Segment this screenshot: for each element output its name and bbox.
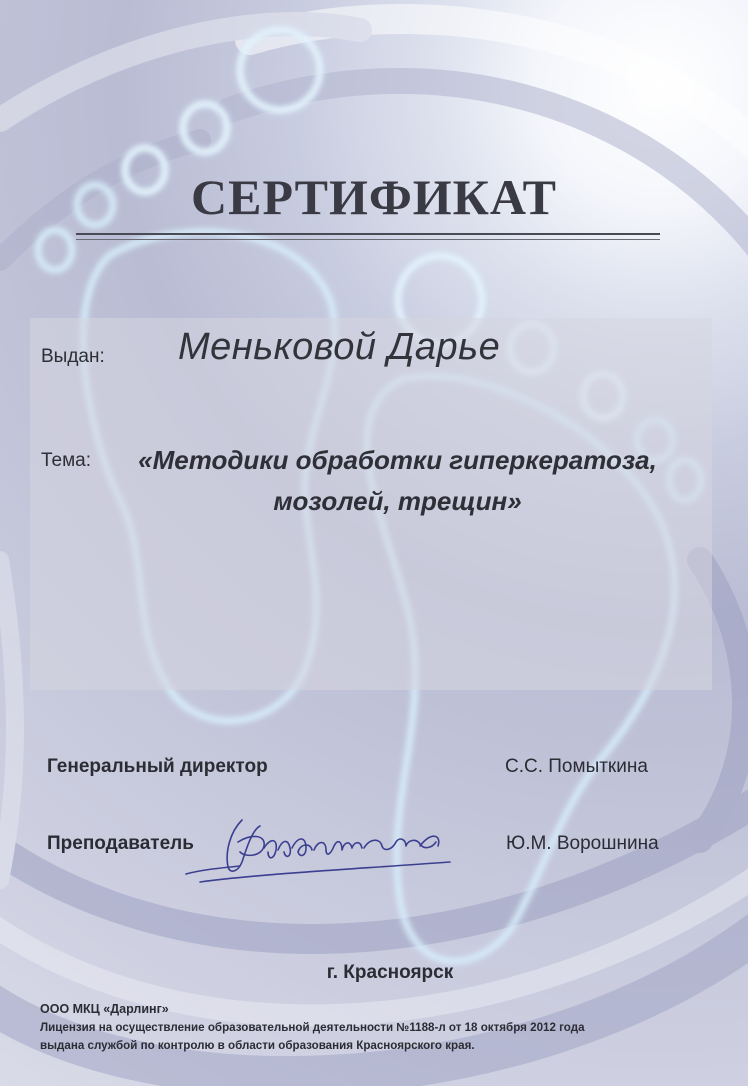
title-underline bbox=[76, 233, 660, 235]
license-line-2: выдана службой по контролю в области образования Красноярского края. bbox=[40, 1039, 475, 1052]
issued-label: Выдан: bbox=[41, 346, 105, 367]
license-line-1: Лицензия на осуществление образовательной деятельности №1188-л от 18 октября 2012 года bbox=[40, 1021, 585, 1034]
teacher-role: Преподаватель bbox=[47, 833, 194, 854]
director-name: С.С. Помыткина bbox=[505, 756, 648, 777]
signature-icon bbox=[180, 812, 470, 892]
title-underline-thin bbox=[76, 239, 660, 240]
city-text: г. Красноярск bbox=[326, 962, 454, 983]
recipient-name: Меньковой Дарье bbox=[178, 326, 501, 368]
topic-line-1: «Методики обработки гиперкератоза, bbox=[138, 445, 657, 475]
topic-label: Тема: bbox=[41, 450, 92, 471]
topic-text bbox=[110, 440, 685, 522]
certificate-title: СЕРТИФИКАТ bbox=[190, 169, 557, 225]
teacher-name: Ю.М. Ворошнина bbox=[506, 833, 659, 854]
organization-name: ООО МКЦ «Дарлинг» bbox=[40, 1002, 169, 1016]
topic-line-2: мозолей, трещин» bbox=[273, 486, 522, 516]
city bbox=[0, 962, 748, 984]
director-role: Генеральный директор bbox=[47, 756, 268, 777]
